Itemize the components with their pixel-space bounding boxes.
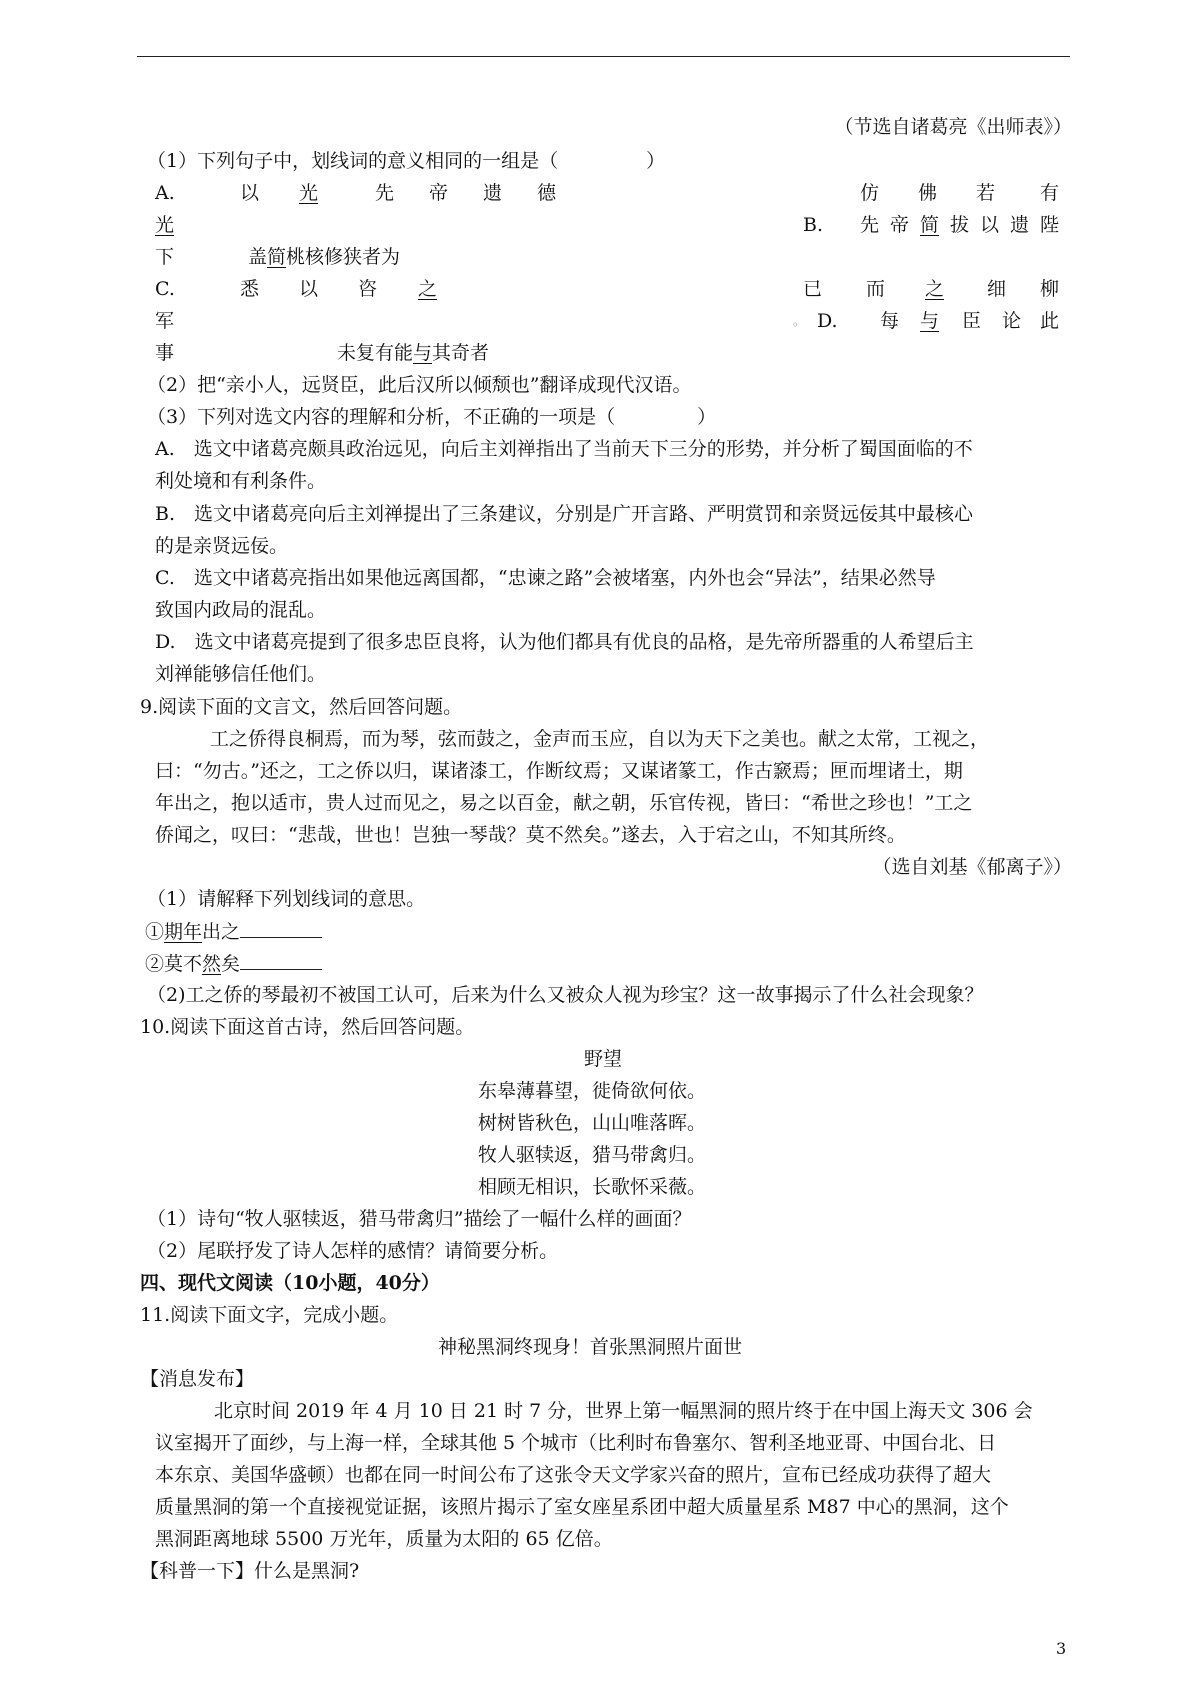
q9-sub1: （1）请解释下列划线词的意思。 bbox=[147, 888, 426, 910]
poem-line: 树树皆秋色，山山唯落晖。 bbox=[478, 1112, 707, 1134]
q8-opt-c-char: 柳 bbox=[1040, 278, 1060, 300]
article-headline: 神秘黑洞终现身！首张黑洞照片面世 bbox=[438, 1336, 743, 1358]
q8-opt-b-char: 以 bbox=[980, 214, 1000, 236]
poem-line: 牧人驱犊返，猎马带禽归。 bbox=[478, 1144, 707, 1166]
q8-opt-d-char: 臣 bbox=[962, 310, 982, 332]
q8-opt-a-char: 遗 bbox=[483, 182, 503, 204]
q8-option-b: B. 选文中诸葛亮向后主刘禅提出了三条建议，分别是广开言路、严明赏罚和亲贤远佞其中最核心 bbox=[155, 503, 974, 525]
q9-passage-line: 工之侨得良桐焉，而为琴，弦而鼓之，金声而玉应，自以为天下之美也。献之太常，工视之， bbox=[210, 728, 990, 750]
article-tag: 【科普一下】什么是黑洞? bbox=[140, 1560, 360, 1582]
q8-opt-b-char: 帝 bbox=[890, 214, 910, 236]
article-line: 黑洞距离地球 5500 万光年，质量为太阳的 65 亿倍。 bbox=[155, 1528, 613, 1550]
q8-opt-b-char: 拔 bbox=[950, 214, 970, 236]
q10-sub1: （1）诗句“牧人驱犊返，猎马带禽归”描绘了一幅什么样的画面？ bbox=[147, 1208, 692, 1230]
poem-line: 相顾无相识，长歌怀采薇。 bbox=[478, 1176, 707, 1198]
q8-opt-c-char: 细 bbox=[987, 278, 1007, 300]
q8-option-a-cont: 利处境和有利条件。 bbox=[155, 470, 327, 492]
q8-opt-a-label: A. bbox=[155, 182, 175, 204]
q9-passage-line: 曰：“勿古。”还之，工之侨以归，谋诸漆工，作断纹焉；又谋诸篆工，作古窾焉；匣而埋诸土，期 bbox=[155, 760, 963, 782]
poem-title: 野望 bbox=[584, 1048, 623, 1070]
header-rule bbox=[137, 56, 1070, 57]
q8-opt-a-char: 仿 bbox=[860, 182, 880, 204]
q9-passage-line: 年出之，抱以适市，贵人过而见之，易之以百金，献之朝，乐官传视，皆曰：“希世之珍也！”工之 bbox=[155, 792, 973, 814]
q8-opt-d-wrap: 事 bbox=[155, 342, 175, 364]
q8-opt-b-char: 先 bbox=[860, 214, 880, 236]
q8-opt-a-underlined: 光 bbox=[299, 182, 319, 204]
q8-opt-b-wrap-text: 盖简桃核修狭者为 bbox=[248, 246, 401, 268]
q11-title: 11.阅读下面文字，完成小题。 bbox=[140, 1304, 399, 1326]
q9-passage-line: 侨闻之，叹曰：“悲哉，世也！岂独一琴哉？莫不然矣。”遂去，入于宕之山，不知其所终。 bbox=[155, 824, 906, 846]
q8-opt-c-char: 以 bbox=[299, 278, 319, 300]
q8-option-c-cont: 致国内政局的混乱。 bbox=[155, 599, 327, 621]
q9-word-2: ②莫不然矣 bbox=[145, 951, 322, 976]
q8-option-c: C. 选文中诸葛亮指出如果他远离国都，“忠谏之路”会被堵塞，内外也会“异法”，结果必然导 bbox=[155, 567, 936, 589]
answer-blank[interactable] bbox=[240, 951, 322, 970]
q8-opt-d-dot: 。 bbox=[793, 314, 806, 328]
q8-sub3: （3）下列对选文内容的理解和分析，不正确的一项是（ ） bbox=[147, 406, 717, 428]
answer-blank[interactable] bbox=[240, 919, 322, 938]
q9-title: 9.阅读下面的文言文，然后回答问题。 bbox=[140, 696, 463, 718]
article-line: 北京时间 2019 年 4 月 10 日 21 时 7 分，世界上第一幅黑洞的照片终于在中国上海天文 306 会 bbox=[214, 1400, 1033, 1422]
q8-opt-a-char: 德 bbox=[537, 182, 557, 204]
article-line: 议室揭开了面纱，与上海一样，全球其他 5 个城市（比利时布鲁塞尔、智利圣地亚哥、中国台北、日 bbox=[155, 1432, 997, 1454]
q8-opt-a-wrap: 光 bbox=[155, 214, 175, 236]
article-line: 本东京、美国华盛顿）也都在同一时间公布了这张令天文学家兴奋的照片，宣布已经成功获得了超大 bbox=[155, 1464, 992, 1486]
q8-opt-c-wrap: 军 bbox=[155, 310, 175, 332]
q8-opt-c-underlined-right: 之 bbox=[925, 278, 945, 300]
page-number: 3 bbox=[1056, 1639, 1067, 1658]
q8-opt-b-char: 遗 bbox=[1010, 214, 1030, 236]
q8-opt-c-char: 已 bbox=[803, 278, 823, 300]
article-tag: 【消息发布】 bbox=[140, 1368, 255, 1390]
q8-opt-c-label: C. bbox=[155, 278, 175, 300]
q8-opt-b-label: B. bbox=[803, 214, 824, 236]
q8-opt-c-char: 而 bbox=[866, 278, 886, 300]
q9-word-1: ①期年出之 bbox=[145, 919, 322, 944]
q8-opt-d-char: 论 bbox=[1002, 310, 1022, 332]
q8-option-b-cont: 的是亲贤远佞。 bbox=[155, 535, 289, 557]
q9-sub2: （2)工之侨的琴最初不被国工认可，后来为什么又被众人视为珍宝？这一故事揭示了什么社会现象？ bbox=[147, 984, 984, 1006]
q10-title: 10.阅读下面这首古诗，然后回答问题。 bbox=[140, 1016, 475, 1038]
q8-opt-d-char: 此 bbox=[1040, 310, 1060, 332]
q10-sub2: （2）尾联抒发了诗人怎样的感情？请简要分析。 bbox=[147, 1240, 559, 1262]
q8-option-d-cont: 刘禅能够信任他们。 bbox=[155, 663, 327, 685]
q8-opt-b-underlined: 简 bbox=[920, 214, 940, 236]
q8-opt-d-label: D. bbox=[817, 310, 838, 332]
q8-opt-c-underlined: 之 bbox=[418, 278, 438, 300]
q8-option-a: A. 选文中诸葛亮颇具政治远见，向后主刘禅指出了当前天下三分的形势，并分析了蜀国面临的不 bbox=[155, 438, 973, 460]
q8-opt-d-underlined: 与 bbox=[920, 310, 940, 332]
q8-opt-b-char: 陛 bbox=[1040, 214, 1060, 236]
q8-source: （节选自诸葛亮《出师表》） bbox=[834, 116, 1072, 138]
poem-line: 东皋薄暮望，徙倚欲何依。 bbox=[478, 1080, 707, 1102]
q8-opt-a-char: 若 bbox=[976, 182, 996, 204]
q8-option-d: D. 选文中诸葛亮提到了很多忠臣良将，认为他们都具有优良的品格，是先帝所器重的人希望后主 bbox=[155, 631, 974, 653]
q8-opt-c-char: 咨 bbox=[358, 278, 378, 300]
article-line: 质量黑洞的第一个直接视觉证据，该照片揭示了室女座星系团中超大质量星系 M87 中心的黑洞，这个 bbox=[155, 1496, 1009, 1518]
q8-opt-a-char: 有 bbox=[1040, 182, 1060, 204]
q8-opt-b-wrap: 下 bbox=[155, 246, 175, 268]
q8-opt-a-char: 佛 bbox=[918, 182, 938, 204]
q8-opt-d-char: 每 bbox=[880, 310, 900, 332]
section-heading: 四、现代文阅读（10小题，40分） bbox=[140, 1272, 440, 1294]
q8-opt-d-wrap-text: 未复有能与其奇者 bbox=[337, 342, 490, 364]
q8-sub2: （2）把“亲小人，远贤臣，此后汉所以倾颓也”翻译成现代汉语。 bbox=[147, 374, 692, 396]
q8-opt-c-char: 悉 bbox=[240, 278, 260, 300]
q8-opt-a-char: 先 bbox=[375, 182, 395, 204]
q8-opt-a-char: 以 bbox=[240, 182, 260, 204]
q9-source: （选自刘基《郁离子》） bbox=[872, 856, 1072, 878]
q8-opt-a-char: 帝 bbox=[429, 182, 449, 204]
q8-sub1: （1）下列句子中，划线词的意义相同的一组是（ ） bbox=[147, 150, 666, 172]
